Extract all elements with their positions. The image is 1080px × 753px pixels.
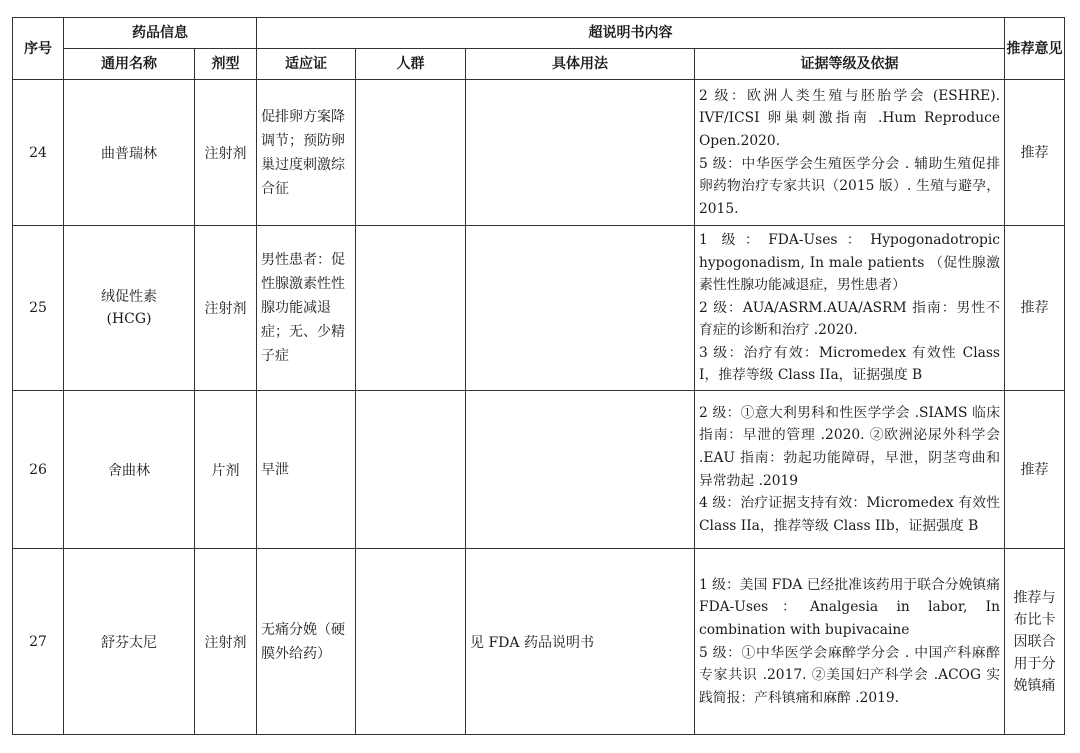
row-no: 25: [13, 226, 64, 391]
table-row: [13, 391, 1065, 549]
evidence: [695, 226, 1005, 391]
dosage-form: 片剂: [195, 391, 257, 549]
evidence: [695, 549, 1005, 735]
evidence-line: 2 级：AUA/ASRM.AUA/ASRM 指南：男性不育症的诊断和治疗 .2020.: [699, 299, 1000, 339]
evidence-line: 5 级：中华医学会生殖医学分会 . 辅助生殖促排卵药物治疗专家共识（2015 版）. 生殖与避孕，2015.: [699, 155, 1000, 217]
header-off-label: 超说明书内容: [257, 18, 1005, 49]
population: [356, 391, 466, 549]
evidence-line: 1 级：FDA-Uses：Hypogonadotropic hypogonadism, In male patients （促性腺激素性性腺功能减退症，男性患者）: [699, 231, 1000, 294]
evidence-line: 3 级：治疗有效：Micromedex 有效性 Class I，推荐等级 Class IIa，证据强度 B: [699, 344, 1000, 384]
recommendation: 推荐: [1005, 226, 1065, 391]
row-no: 27: [13, 549, 64, 735]
population: [356, 80, 466, 226]
table-row: [13, 549, 1065, 735]
recommendation: 推荐与布比卡因联合用于分娩镇痛: [1005, 549, 1065, 735]
usage: 见 FDA 药品说明书: [466, 549, 695, 735]
header-no: 序号: [13, 18, 64, 80]
population: [356, 549, 466, 735]
evidence-line: 2 级：欧洲人类生殖与胚胎学会 (ESHRE). IVF/ICSI 卵巢刺激指南 .Hum Reproduce Open.2020.: [699, 87, 1000, 149]
header-usage: 具体用法: [466, 49, 695, 80]
evidence-line: 2 级：①意大利男科和性医学学会 .SIAMS 临床指南：早泄的管理 .2020. ②欧洲泌尿外科学会 .EAU 指南：勃起功能障碍，早泄，阴茎弯曲和异常勃起 .2019: [699, 404, 1000, 489]
drug-name: 绒促性素 (HCG): [64, 226, 195, 391]
usage: [466, 391, 695, 549]
dosage-form: 注射剂: [195, 226, 257, 391]
row-no: 26: [13, 391, 64, 549]
indication: 无痛分娩（硬膜外给药）: [257, 549, 356, 735]
evidence-line: 1 级：美国 FDA 已经批准该药用于联合分娩镇痛 FDA-Uses：Analgesia in labor, In combination with bupivacaine: [699, 576, 1000, 638]
dosage-form: 注射剂: [195, 80, 257, 226]
indication: 男性患者：促性腺激素性性腺功能减退症；无、少精子症: [257, 226, 356, 391]
dosage-form: 注射剂: [195, 549, 257, 735]
off-label-drug-table: [12, 17, 1065, 735]
evidence-line: 4 级：治疗证据支持有效：Micromedex 有效性 Class IIa，推荐等级 Class IIb，证据强度 B: [699, 495, 1000, 534]
indication: 早泄: [257, 391, 356, 549]
evidence: [695, 391, 1005, 549]
population: [356, 226, 466, 391]
header-row-2: [13, 49, 1065, 80]
indication: 促排卵方案降调节；预防卵巢过度刺激综合征: [257, 80, 356, 226]
header-dosage-form: 剂型: [195, 49, 257, 80]
header-recommendation: 推荐意见: [1005, 18, 1065, 80]
evidence-line: 5 级：①中华医学会麻醉学分会 . 中国产科麻醉专家共识 .2017. ②美国妇产科学会 .ACOG 实践简报：产科镇痛和麻醉 .2019.: [699, 644, 1000, 706]
header-drug-info: 药品信息: [64, 18, 257, 49]
drug-name: 曲普瑞林: [64, 80, 195, 226]
recommendation: 推荐: [1005, 391, 1065, 549]
drug-name: 舒芬太尼: [64, 549, 195, 735]
usage: [466, 80, 695, 226]
header-population: 人群: [356, 49, 466, 80]
header-indication: 适应证: [257, 49, 356, 80]
header-generic-name: 通用名称: [64, 49, 195, 80]
row-no: 24: [13, 80, 64, 226]
usage: [466, 226, 695, 391]
header-evidence: 证据等级及依据: [695, 49, 1005, 80]
drug-name: 舍曲林: [64, 391, 195, 549]
header-row-1: [13, 18, 1065, 49]
evidence: [695, 80, 1005, 226]
table-row: [13, 80, 1065, 226]
recommendation: 推荐: [1005, 80, 1065, 226]
table-row: [13, 226, 1065, 391]
